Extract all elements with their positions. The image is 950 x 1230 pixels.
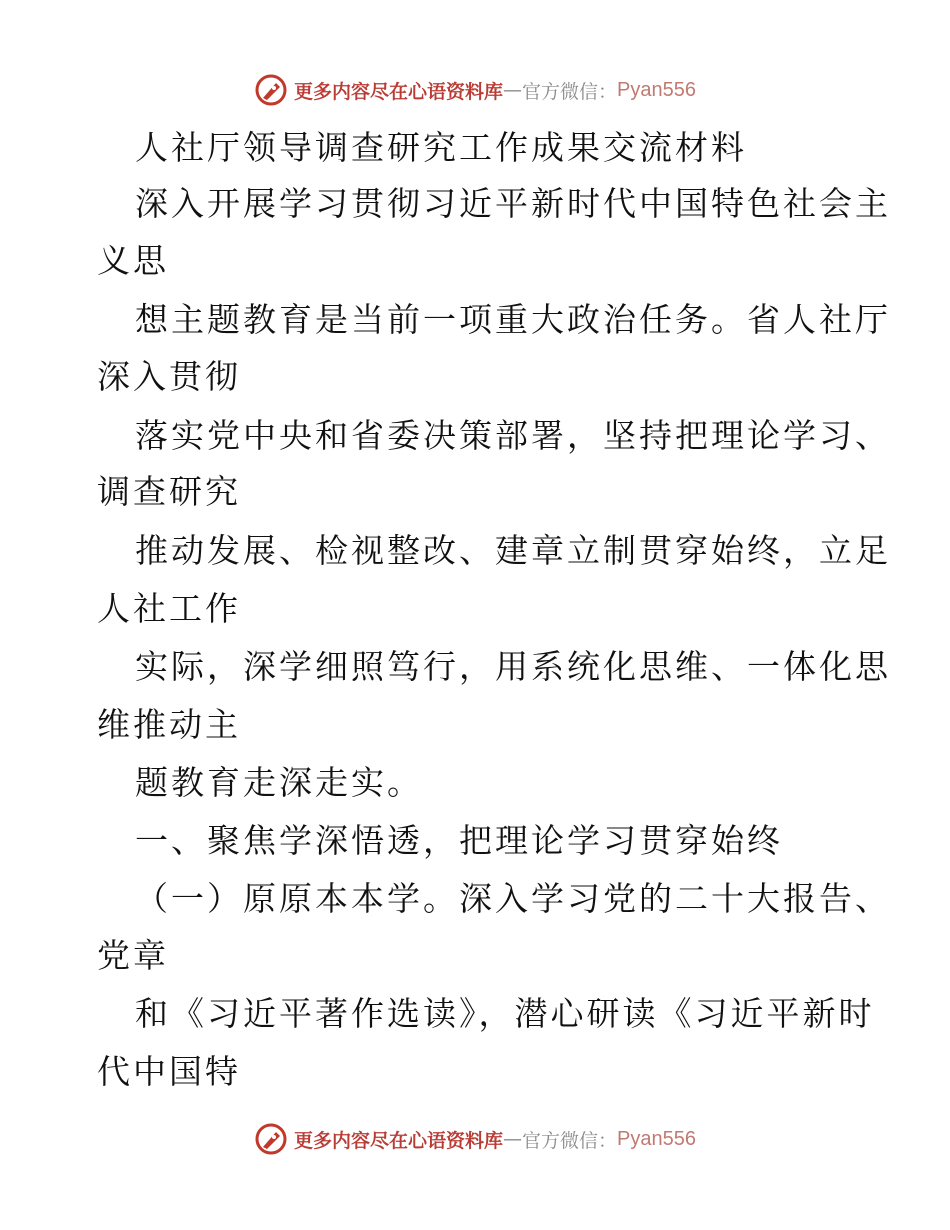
paragraph-line: 推动发展、检视整改、建章立制贯穿始终，立足 [135,531,891,570]
pen-nib-logo-icon [254,73,288,107]
banner-main-text: 更多内容尽在心语资料库 [294,1129,504,1152]
banner-main-text: 更多内容尽在心语资料库 [294,80,504,103]
subsection-line: （一）原原本本学。深入学习党的二十大报告、 [135,879,891,918]
paragraph-line: 深入贯彻 [97,357,241,396]
header-watermark-banner [0,70,950,110]
banner-separator: — [503,1128,523,1150]
paragraph-line: 义思 [97,241,169,280]
pen-nib-logo-icon [254,1122,288,1156]
footer-watermark-banner [0,1119,950,1159]
paragraph-line: 想主题教育是当前一项重大政治任务。省人社厅 [135,300,891,339]
banner-wechat-id: Pyan556 [617,78,696,101]
paragraph-line: 调查研究 [97,472,241,511]
banner-wechat-label: 官方微信： [522,80,618,103]
document-title: 人社厅领导调查研究工作成果交流材料 [135,128,747,167]
paragraph-line: 落实党中央和省委决策部署，坚持把理论学习、 [135,416,891,455]
paragraph-line: 题教育走深走实。 [135,763,423,802]
paragraph-line: 深入开展学习贯彻习近平新时代中国特色社会主 [135,184,891,223]
paragraph-line: 实际，深学细照笃行，用系统化思维、一体化思 [135,647,891,686]
paragraph-line: 和《习近平著作选读》，潜心研读《习近平新时 [135,994,875,1033]
banner-separator: — [503,79,523,101]
banner-wechat-id: Pyan556 [617,1127,696,1150]
paragraph-line: 维推动主 [97,705,241,744]
paragraph-line: 人社工作 [97,589,241,628]
section-heading: 一、聚焦学深悟透，把理论学习贯穿始终 [135,821,783,860]
paragraph-line: 代中国特 [97,1052,241,1091]
banner-wechat-label: 官方微信： [522,1129,618,1152]
paragraph-line: 党章 [97,936,169,975]
